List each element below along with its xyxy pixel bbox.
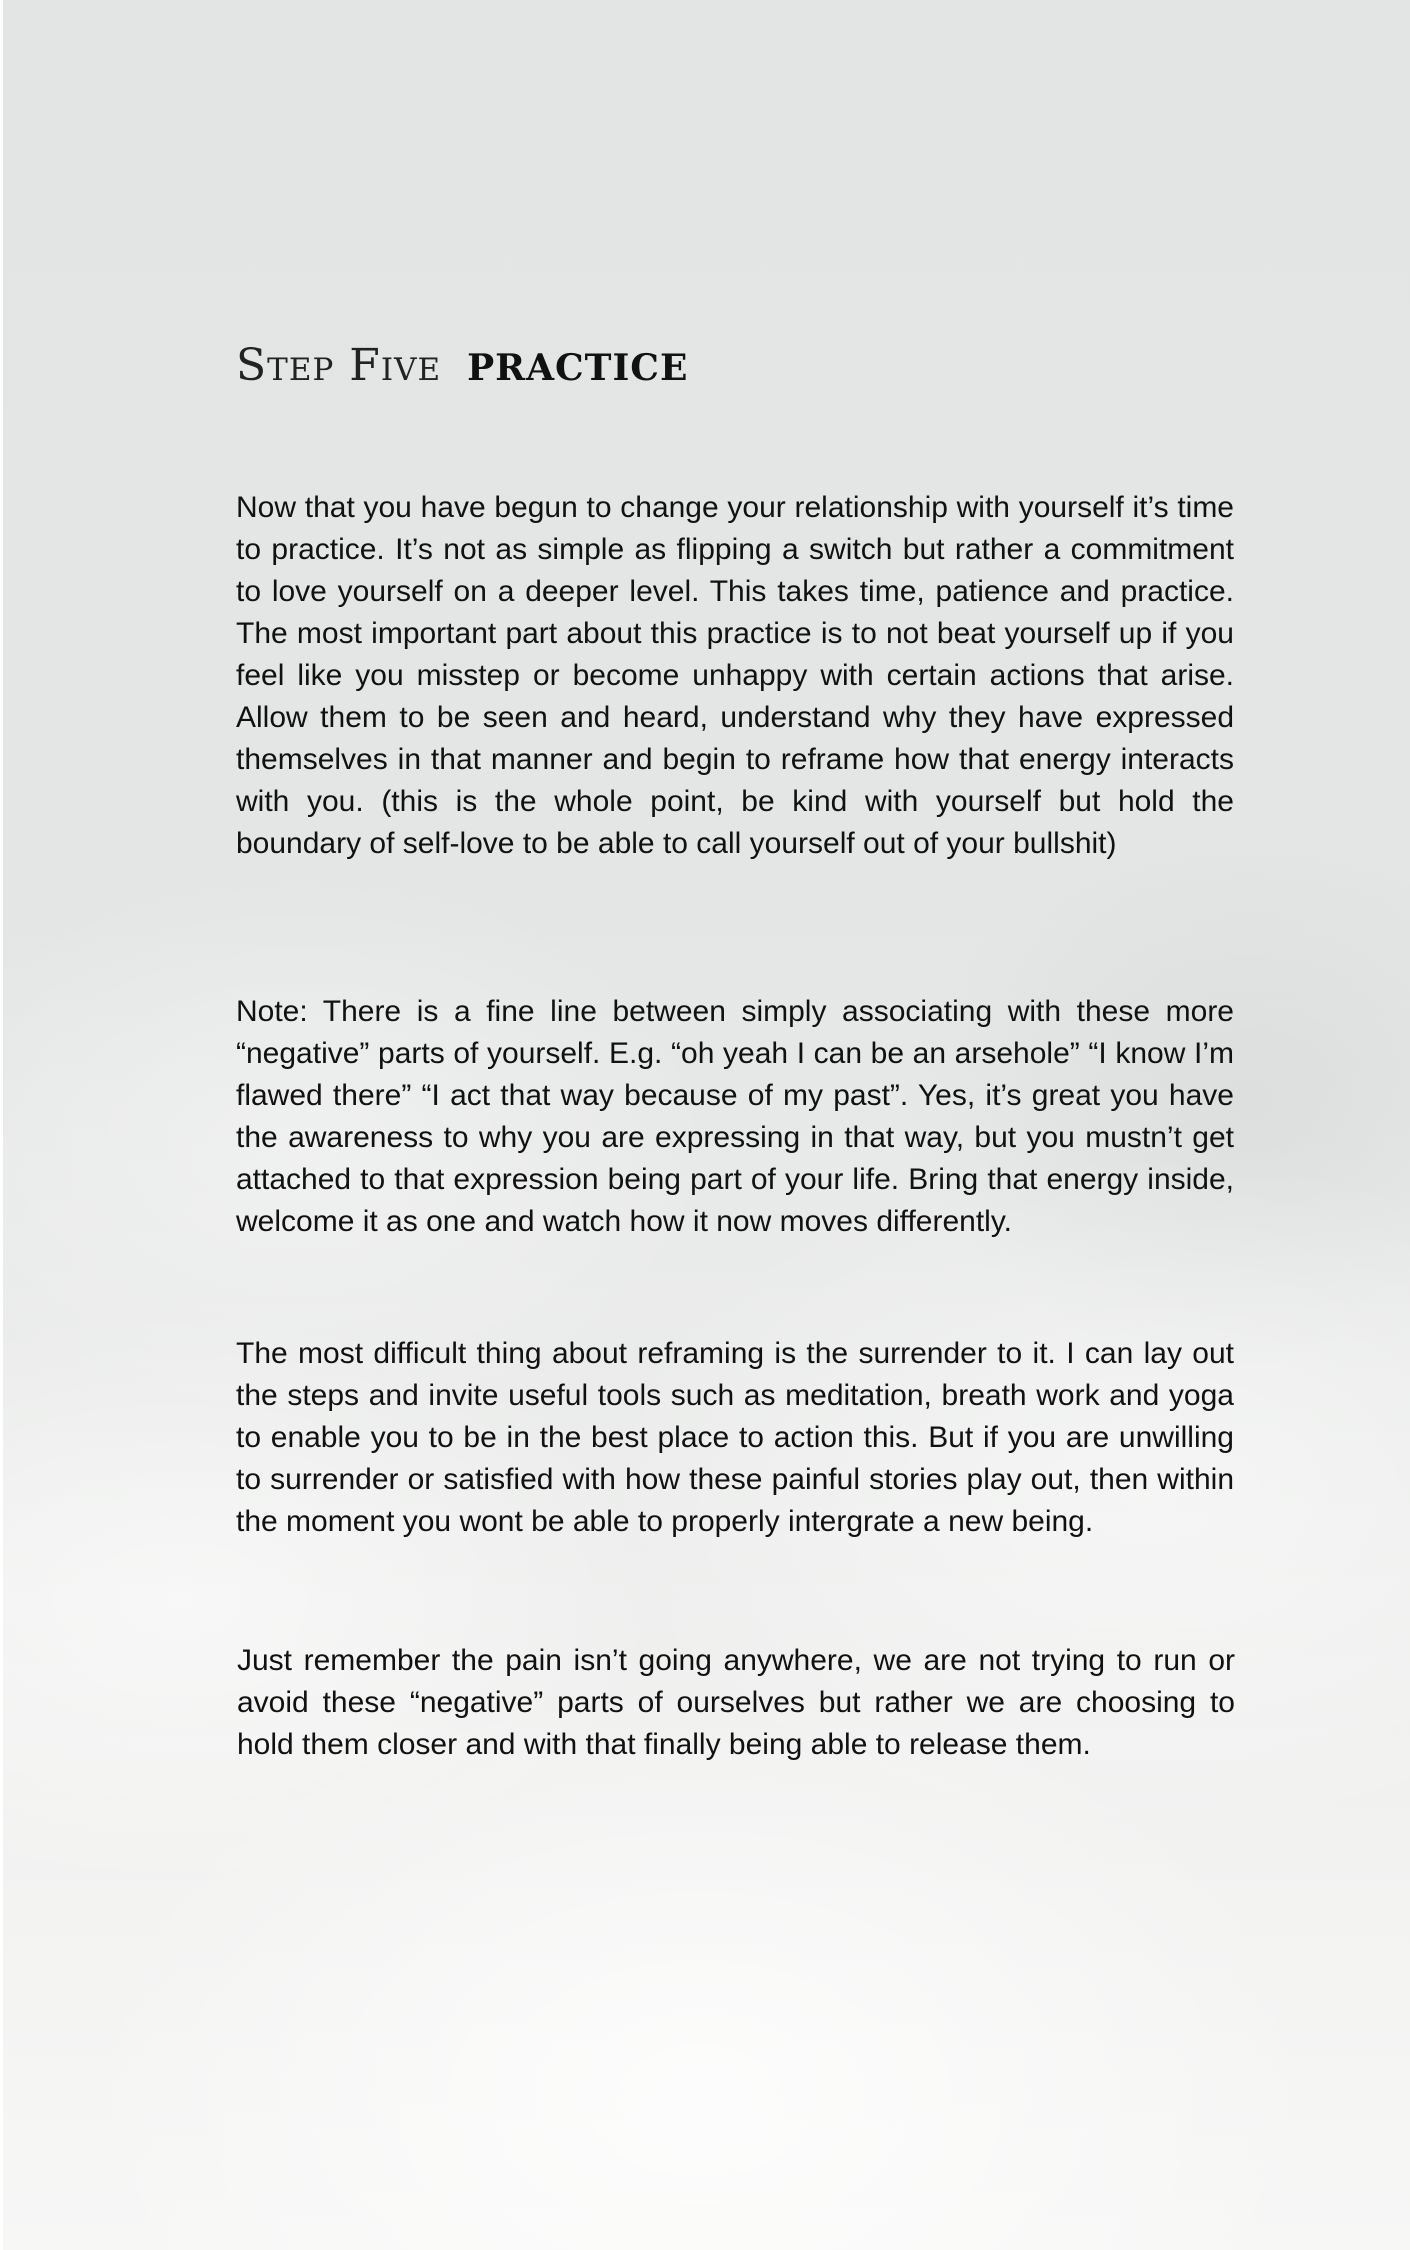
- page-heading: [236, 340, 688, 391]
- page-left-edge: [0, 0, 3, 2250]
- paragraph-surrender: The most difficult thing about reframing is the surrender to it. I can lay out the steps and invite useful tools such as meditation, breath work and yoga to enable you to be in the best place to action this. But if you are unwilling to surrender or satisfied with how these painful stories play out, then within the moment you wont be able to properly intergrate a new being.: [236, 1337, 1234, 1538]
- paragraph-remember: Just remember the pain isn’t going anywhere, we are not trying to run or avoid these “negative” parts of ourselves but rather we are choosing to hold them closer and with that finally being able to release them.: [237, 1644, 1235, 1761]
- paragraph-intro: Now that you have begun to change your relationship with yourself it’s time to practice. It’s not as simple as flipping a switch but rather a commitment to love yourself on a deeper level. This takes time, patience and practice. The most important part about this practice is to not beat yourself up if you feel like you misstep or become unhappy with certain actions that arise. Allow them to be seen and heard, understand why they have expressed themselves in that manner and begin to reframe how that energy interacts with you. (this is the whole point, be kind with yourself but hold the boundary of self-love to be able to call yourself out of your bullshit): [236, 491, 1234, 860]
- paragraph-note: Note: There is a fine line between simply associating with these more “negative” parts of yourself. E.g. “oh yeah I can be an arsehole” “I know I’m flawed there” “I act that way because of my past”. Yes, it’s great you have the awareness to why you are expressing in that way, but you mustn’t get attached to that expression being part of your life. Bring that energy inside, welcome it as one and watch how it now moves differently.: [236, 995, 1234, 1238]
- step-label: Step Five: [236, 340, 442, 391]
- section-title: PRACTICE: [467, 347, 689, 389]
